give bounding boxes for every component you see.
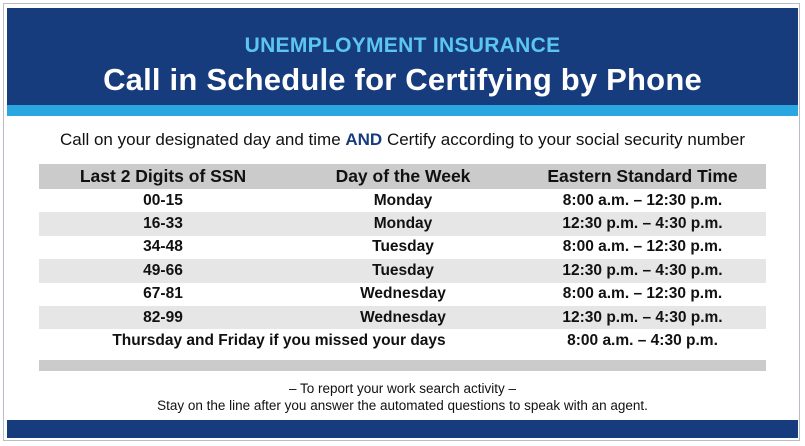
- column-header-time: Eastern Standard Time: [519, 164, 766, 189]
- day-cell: Monday: [373, 191, 433, 209]
- time-cell: 8:00 a.m. – 12:30 p.m.: [562, 238, 723, 256]
- table-header-row: [39, 164, 766, 189]
- accent-stripe: [7, 105, 798, 116]
- ssn-cell: 82-99: [39, 306, 287, 329]
- ssn-cell: 49-66: [39, 259, 287, 282]
- table-row: [39, 212, 766, 235]
- column-header-ssn: Last 2 Digits of SSN: [39, 164, 287, 189]
- table-row: [39, 259, 766, 282]
- missed-days-label: Thursday and Friday if you missed your days: [112, 332, 446, 350]
- table-row: [39, 189, 766, 212]
- time-cell: 8:00 a.m. – 12:30 p.m.: [562, 191, 723, 209]
- time-cell: 8:00 a.m. – 12:30 p.m.: [562, 285, 723, 303]
- ssn-cell: 67-81: [143, 285, 183, 303]
- missed-days-time: 8:00 a.m. – 4:30 p.m.: [567, 332, 718, 350]
- table-row: [39, 283, 766, 306]
- footer-bar: [7, 420, 798, 438]
- time-cell: 12:30 p.m. – 4:30 p.m.: [519, 259, 766, 282]
- table-row: [39, 306, 766, 329]
- ssn-cell: 00-15: [143, 191, 183, 209]
- work-search-note: – To report your work search activity –: [288, 381, 517, 396]
- day-cell: Tuesday: [287, 259, 519, 282]
- intro-emphasis: AND: [345, 130, 383, 149]
- column-header-day: Day of the Week: [287, 164, 519, 189]
- header-banner: [7, 8, 798, 105]
- time-cell: 12:30 p.m. – 4:30 p.m.: [519, 212, 766, 235]
- day-cell: Wednesday: [360, 285, 446, 303]
- day-cell: Wednesday: [287, 306, 519, 329]
- ssn-cell: 34-48: [143, 238, 183, 256]
- intro-before: Call on your designated day and time: [59, 130, 346, 149]
- table-bottom-bar: [39, 360, 766, 371]
- schedule-table: [39, 164, 766, 353]
- day-cell: Tuesday: [372, 238, 434, 256]
- agent-note: Stay on the line after you answer the automated questions to speak with an agent.: [157, 398, 648, 413]
- day-cell: Monday: [287, 212, 519, 235]
- ssn-cell: 16-33: [39, 212, 287, 235]
- intro-text: [0, 130, 805, 150]
- intro-after: Certify according to your social security number: [382, 130, 746, 149]
- missed-days-row: [39, 329, 766, 352]
- time-cell: 12:30 p.m. – 4:30 p.m.: [519, 306, 766, 329]
- table-row: [39, 236, 766, 259]
- page-title: Call in Schedule for Certifying by Phone: [103, 62, 702, 97]
- header-subtitle: UNEMPLOYMENT INSURANCE: [244, 34, 561, 57]
